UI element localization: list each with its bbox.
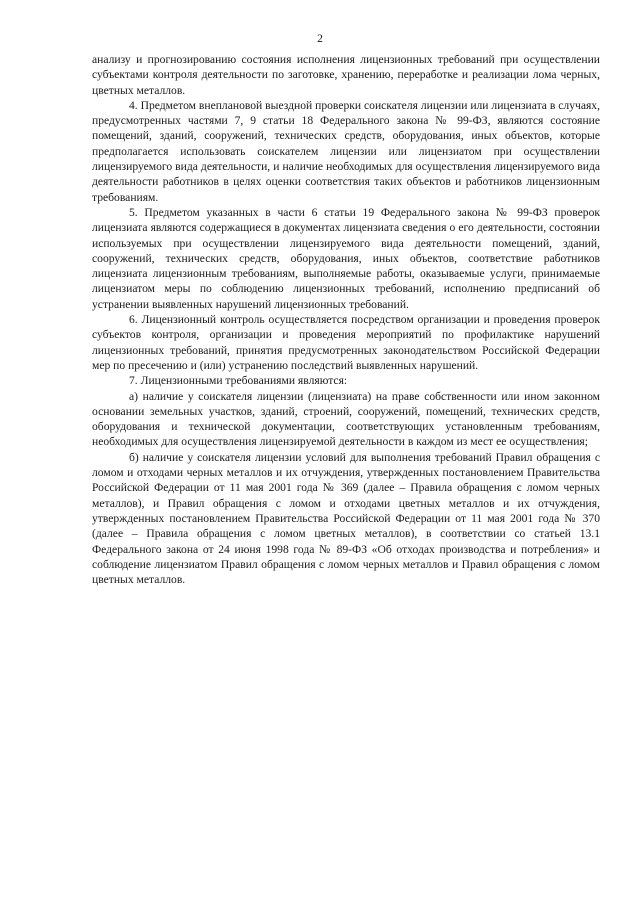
paragraph-intro-continuation: анализу и прогнозированию состояния исполнения лицензионных требований при осуществлении субъектами контроля деятельности по заготовке, хранению, переработке и реализации лома черных, цветных металлов. (92, 53, 600, 97)
paragraph-item-7a: а) наличие у соискателя лицензии (лицензиата) на праве собственности или ином законном основании земельных участков, зданий, строений, сооружений, помещений, технических средств, оборудования и технической документации, соответствующих установленным требованиям, необходимых для осуществления лицензируемой деятельности в каждом из мест ее осуществления; (92, 389, 600, 449)
paragraph-item-7b: б) наличие у соискателя лицензии условий для выполнения требований Правил обращения с ломом и отходами черных металлов и их отчуждения, утвержденных постановлением Правительства Российской Федерации от 11 мая 2001 года № 369 (далее – Правила обращения с ломом черных металлов), и Правил обращения с ломом и отходами цветных металлов и их отчуждения, утвержденных постановлением Правительства Российской Федерации от 11 мая 2001 года № 370 (далее – Правила обращения с ломом цветных металлов), в соответствии со статьей 13.1 Федерального закона от 24 июня 1998 года № 89-ФЗ «Об отходах производства и потребления» и соблюдение лицензиатом Правил обращения с ломом черных металлов и Правил обращения с ломом цветных металлов. (92, 450, 600, 587)
paragraph-item-4: 4. Предметом внеплановой выездной проверки соискателя лицензии или лицензиата в случаях, предусмотренных частями 7, 9 статьи 18 Федерального закона № 99-ФЗ, являются состояние помещений, зданий, сооружений, технических средств, оборудования, иных объектов, которые предполагается использовать соискателем лицензии или лицензиатом при осуществлении лицензируемого вида деятельности, и наличие необходимых для осуществления лицензируемого вида деятельности работников в целях оценки соответствия таких объектов и работников лицензионным требованиям. (92, 98, 600, 204)
paragraph-item-7-heading: 7. Лицензионными требованиями являются: (129, 374, 348, 388)
document-body (92, 52, 600, 587)
page-number: 2 (317, 33, 323, 45)
paragraph-item-6: 6. Лицензионный контроль осуществляется посредством организации и проведения проверок субъектов контроля, организации и проведения мероприятий по профилактике нарушений лицензионных требований, принятия предусмотренных законодательством Российской Федерации мер по пресечению и (или) устранению последствий выявленных нарушений. (92, 313, 600, 372)
paragraph-item-5: 5. Предметом указанных в части 6 статьи 19 Федерального закона № 99-ФЗ проверок лицензиата являются содержащиеся в документах лицензиата сведения о его деятельности, состоянии используемых при осуществлении лицензируемого вида деятельности помещений, зданий, сооружений, технических средств, оборудования, иных объектов, соответствие работников лицензиата лицензионным требованиям, выполняемые работы, оказываемые услуги, принимаемые лицензиатом меры по соблюдению лицензионных требований, исполнению предписаний об устранении выявленных нарушений лицензионных требований. (92, 205, 600, 311)
